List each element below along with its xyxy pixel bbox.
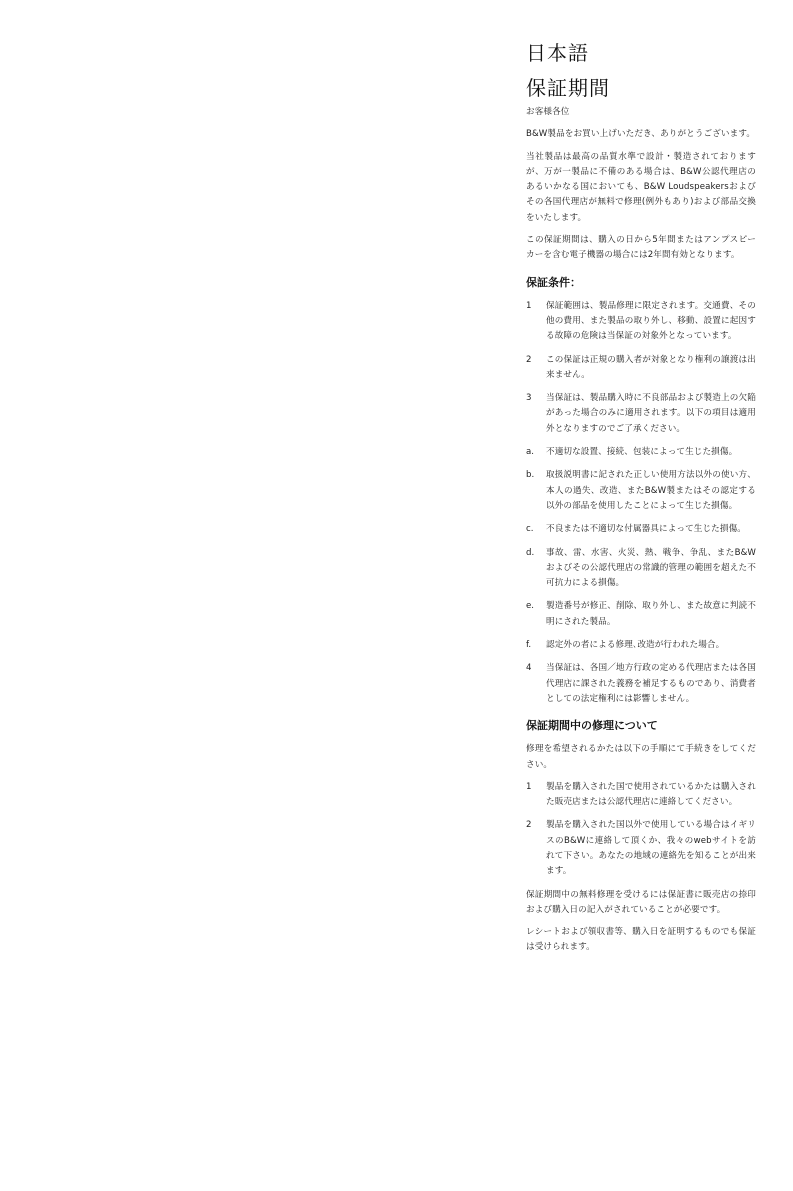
condition-item xyxy=(526,445,756,460)
item-marker: f. xyxy=(526,640,532,651)
item-marker: d. xyxy=(526,547,535,558)
repair-step xyxy=(526,818,756,879)
item-marker: 1 xyxy=(526,781,532,792)
item-text: 取扱説明書に記された正しい使用方法以外の使い方、本人の過失、改造、またB&W製またはその認定する以外の部品を使用したことによって生じた損傷。 xyxy=(546,470,756,511)
item-text: 製品を購入された国以外で使用している場合はイギリスのB&Wに連絡して頂くか、我々のwebサイトを訪れて下さい。あなたの地域の連絡先を知ることが出来ます。 xyxy=(546,820,756,877)
condition-item xyxy=(526,599,756,630)
item-text: 認定外の者による修理､改造が行われた場合。 xyxy=(546,640,725,651)
repair-intro: 修理を希望されるかたは以下の手順にて手続きをしてください。 xyxy=(526,744,756,770)
intro-paragraph: この保証期間は、購入の日から5年間またはアンプスピーカーを含む電子機器の場合には2年間有効となります。 xyxy=(526,235,756,261)
conditions-heading: 保証条件： xyxy=(526,275,581,289)
condition-item xyxy=(526,299,756,345)
item-marker: a. xyxy=(526,447,534,458)
item-marker: e. xyxy=(526,601,535,612)
salutation: お客様各位 xyxy=(526,107,570,117)
repair-note: 保証期間中の無料修理を受けるには保証書に販売店の捺印および購入日の記入がされていることが必要です。 xyxy=(526,889,756,915)
item-marker: 2 xyxy=(526,354,532,365)
item-text: 当保証は、各国／地方行政の定める代理店または各国代理店に課された義務を補足するものであり、消費者としての法定権利には影響しません。 xyxy=(546,663,756,704)
condition-item xyxy=(526,522,756,537)
item-text: 不良または不適切な付属器具によって生じた損傷。 xyxy=(546,524,746,535)
intro-paragraph: B&W製品をお買い上げいただき、ありがとうございます。 xyxy=(526,129,756,140)
item-text: 保証範囲は、製品修理に限定されます。交通費、その他の費用、また製品の取り外し、移動、設置に起因する故障の危険は当保証の対象外となっています。 xyxy=(546,300,756,342)
repair-steps-list xyxy=(526,780,756,880)
language-title: 日本語 xyxy=(526,41,589,65)
item-marker: 4 xyxy=(526,663,532,674)
item-marker: b. xyxy=(526,470,535,481)
item-marker: 1 xyxy=(526,300,532,311)
page-title: 保証期間 xyxy=(526,76,610,100)
warranty-column xyxy=(526,40,756,963)
item-text: 事故、雷、水害、火災、熱、戦争、争乱、またB&Wおよびその公認代理店の常識的管理の範囲を超えた不可抗力による損傷。 xyxy=(546,547,756,589)
condition-item xyxy=(526,638,756,653)
item-marker: c. xyxy=(526,524,534,535)
condition-item xyxy=(526,546,756,592)
item-text: 製造番号が修正、削除、取り外し、また故意に判読不明にされた製品。 xyxy=(546,601,756,627)
item-text: 当保証は、製品購入時に不良部品および製造上の欠陥があった場合のみに適用されます。以下の項目は適用外となりますのでご了承ください。 xyxy=(546,393,756,434)
condition-item xyxy=(526,661,756,707)
item-marker: 3 xyxy=(526,393,532,404)
repair-step xyxy=(526,780,756,811)
condition-item xyxy=(526,391,756,437)
repair-heading: 保証期間中の修理について xyxy=(526,719,658,733)
repair-note: レシートおよび領収書等、購入日を証明するものでも保証は受けられます。 xyxy=(526,927,756,953)
conditions-list xyxy=(526,299,756,708)
intro-paragraph: 当社製品は最高の品質水準で設計・製造されておりますが、万が一製品に不備のある場合は、B&W公認代理店のあるいかなる国においても、B&W Loudspeakersおよびその各国代理店が無料で修理(例外もあり)および部品交換をいたします。 xyxy=(526,151,756,223)
item-marker: 2 xyxy=(526,820,532,831)
condition-item xyxy=(526,353,756,384)
item-text: 製品を購入された国で使用されているかたは購入された販売店または公認代理店に連絡してください。 xyxy=(546,781,756,808)
item-text: この保証は正規の購入者が対象となり権利の譲渡は出来ません。 xyxy=(546,354,756,380)
item-text: 不適切な設置、接続、包装によって生じた損傷。 xyxy=(546,447,738,458)
condition-item xyxy=(526,468,756,514)
